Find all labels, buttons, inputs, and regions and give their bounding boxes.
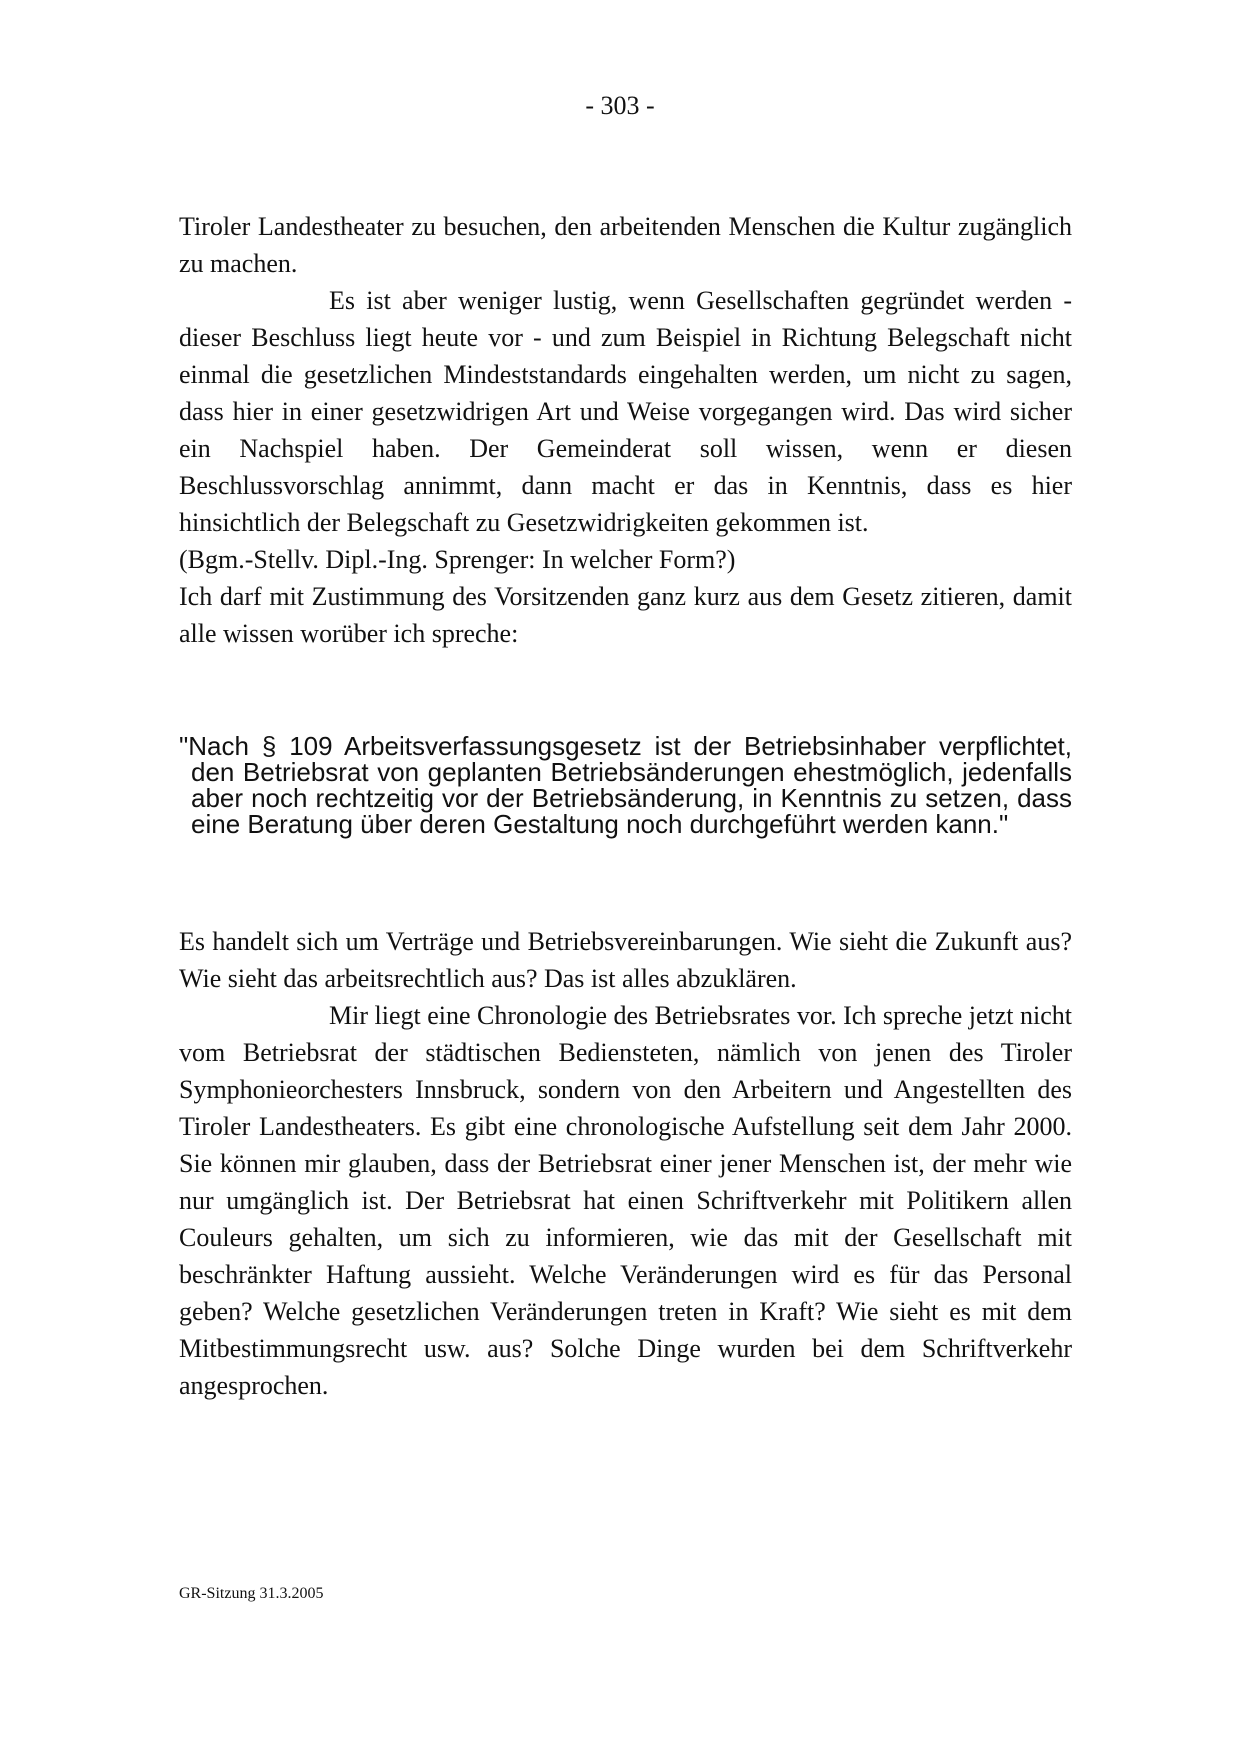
- paragraph-gesellschaften: Es ist aber weniger lustig, wenn Gesellschaften gegründet werden - dieser Beschluss liegt heute vor - und zum Beispiel in Richtung Belegschaft nicht einmal die gesetzlichen Mindeststandards eingehalten werden, um nicht zu sagen, dass hier in einer gesetzwidrigen Art und Weise vorgegangen wird. Das wird sicher ein Nachspiel haben. Der Gemeinderat soll wissen, wenn er diesen Beschlussvorschlag annimmt, dann macht er das in Kenntnis, dass es hier hinsichtlich der Belegschaft zu Gesetzwidrigkeiten gekommen ist.: [179, 286, 1072, 537]
- page-footer: GR-Sitzung 31.3.2005: [179, 1585, 324, 1602]
- paragraph-intro: Tiroler Landestheater zu besuchen, den arbeitenden Menschen die Kultur zugänglich zu machen.: [179, 212, 1072, 278]
- text-block-lower: [179, 923, 1072, 1404]
- interjection: (Bgm.-Stellv. Dipl.-Ing. Sprenger: In welcher Form?): [179, 545, 736, 574]
- law-quote: "Nach § 109 Arbeitsverfassungsgesetz ist der Betriebsinhaber verpflichtet, den Betriebsrat von geplanten Betriebsänderungen ehestmöglich, jedenfalls aber noch rechtzeitig vor der Betriebsänderung, in Kenntnis zu setzen, dass eine Beratung über deren Gestaltung noch durchgeführt werden kann.": [179, 731, 1072, 839]
- paragraph-citation-intro: Ich darf mit Zustimmung des Vorsitzenden ganz kurz aus dem Gesetz zitieren, damit alle wissen worüber ich spreche:: [179, 582, 1072, 648]
- paragraph-chronologie: Mir liegt eine Chronologie des Betriebsrates vor. Ich spreche jetzt nicht vom Betriebsrat der städtischen Bediensteten, nämlich von jenen des Tiroler Symphonieorchesters Innsbruck, sondern von den Arbeitern und Angestellten des Tiroler Landestheaters. Es gibt eine chronologische Aufstellung seit dem Jahr 2000. Sie können mir glauben, dass der Betriebsrat einer jener Menschen ist, der mehr wie nur umgänglich ist. Der Betriebsrat hat einen Schriftverkehr mit Politikern allen Couleurs gehalten, um sich zu informieren, wie das mit der Gesellschaft mit beschränkter Haftung aussieht. Welche Veränderungen wird es für das Personal geben? Welche gesetzlichen Veränderungen treten in Kraft? Wie sieht es mit dem Mitbestimmungsrecht usw. aus? Solche Dinge wurden bei dem Schriftverkehr angesprochen.: [179, 1001, 1072, 1400]
- text-block-upper: [179, 208, 1072, 652]
- page-number: - 303 -: [585, 91, 655, 120]
- paragraph-vertraege: Es handelt sich um Verträge und Betriebsvereinbarungen. Wie sieht die Zukunft aus? Wie sieht das arbeitsrechtlich aus? Das ist alles abzuklären.: [179, 927, 1072, 993]
